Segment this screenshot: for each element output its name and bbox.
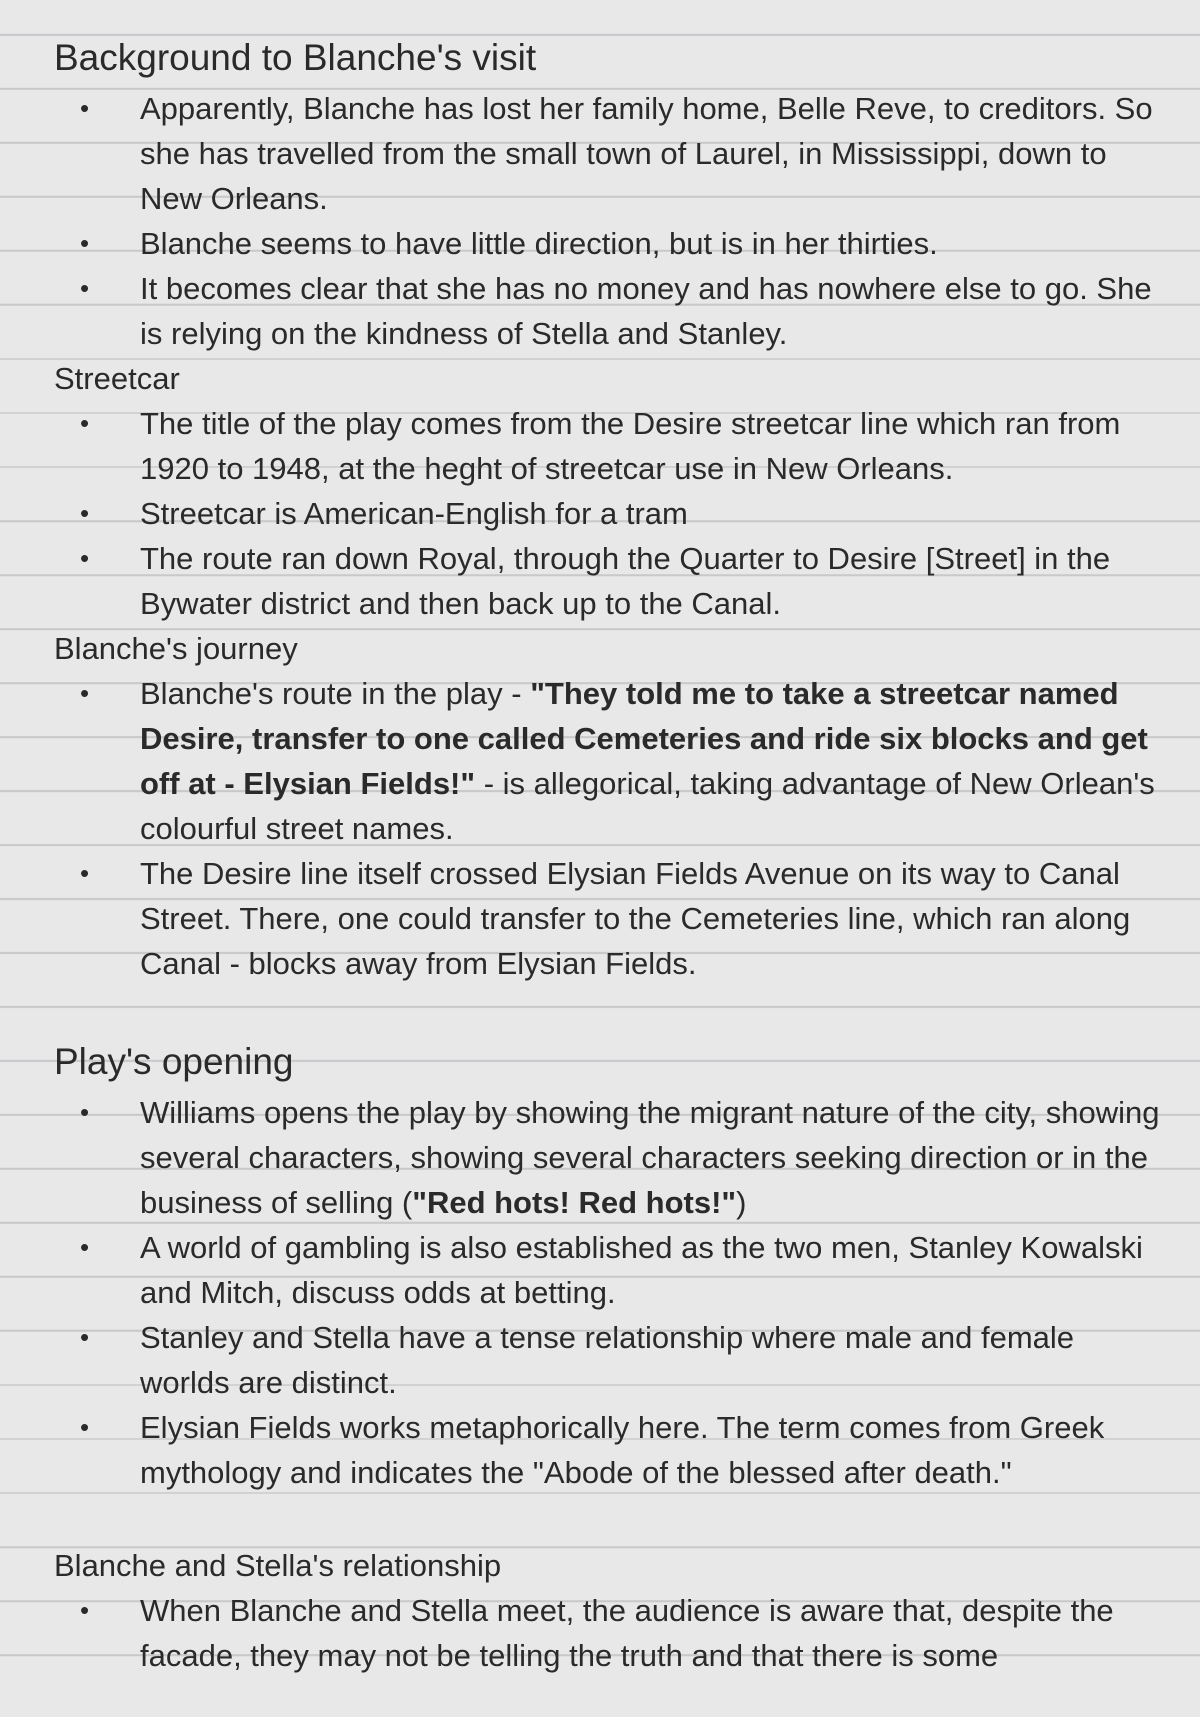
bullet-list xyxy=(54,401,1164,626)
list-item-text: The title of the play comes from the Desire streetcar line which ran from 1920 to 1948, at the heght of streetcar use in New Orleans. xyxy=(140,406,1121,486)
list-item-text-pre: Blanche's route in the play - xyxy=(140,676,531,711)
bullet-dot: • xyxy=(80,273,90,303)
list-item-text: Blanche seems to have little direction, but is in her thirties. xyxy=(140,226,938,261)
section-plays-opening xyxy=(54,1034,1164,1495)
note-page xyxy=(54,30,1164,1678)
list-item-text: The Desire line itself crossed Elysian Fields Avenue on its way to Canal Street. There, one could transfer to the Cemeteries line, which ran along Canal - blocks away from Elysian Fields. xyxy=(140,856,1131,981)
bullet-list xyxy=(54,1090,1164,1495)
section-background xyxy=(54,30,1164,356)
bullet-dot: • xyxy=(80,1232,90,1262)
section-blanches-journey xyxy=(54,626,1164,986)
list-item-text: It becomes clear that she has no money and has nowhere else to go. She is relying on the kindness of Stella and Stanley. xyxy=(140,271,1152,351)
list-item xyxy=(54,1225,1164,1315)
list-item xyxy=(54,1405,1164,1495)
section-streetcar xyxy=(54,356,1164,626)
list-item xyxy=(54,401,1164,491)
section-spacer xyxy=(54,1495,1164,1543)
quote-bold: "Red hots! Red hots!" xyxy=(412,1185,737,1220)
bullet-dot: • xyxy=(80,408,90,438)
section-spacer xyxy=(54,986,1164,1034)
list-item-text: Apparently, Blanche has lost her family home, Belle Reve, to creditors. So she has travelled from the small town of Laurel, in Mississippi, down to New Orleans. xyxy=(140,91,1153,216)
list-item-text: Stanley and Stella have a tense relationship where male and female worlds are distinct. xyxy=(140,1320,1075,1400)
list-item-text-pre: Williams opens the play by showing the migrant nature of the city, showing several characters, showing several characters seeking direction or in the business of selling ( xyxy=(140,1095,1160,1220)
list-item-text: The route ran down Royal, through the Quarter to Desire [Street] in the Bywater district and then back up to the Canal. xyxy=(140,541,1111,621)
bullet-dot: • xyxy=(80,1322,90,1352)
list-item xyxy=(54,851,1164,986)
bullet-dot: • xyxy=(80,858,90,888)
section-heading: Blanche's journey xyxy=(54,631,298,666)
section-heading: Play's opening xyxy=(54,1041,294,1082)
bullet-dot: • xyxy=(80,228,90,258)
bullet-dot: • xyxy=(80,1595,90,1625)
list-item-text-post: ) xyxy=(736,1185,747,1220)
section-heading: Blanche and Stella's relationship xyxy=(54,1548,502,1583)
bullet-list xyxy=(54,86,1164,356)
bullet-dot: • xyxy=(80,1412,90,1442)
list-item xyxy=(54,671,1164,851)
list-item xyxy=(54,491,1164,536)
list-item-text: A world of gambling is also established as the two men, Stanley Kowalski and Mitch, discuss odds at betting. xyxy=(140,1230,1143,1310)
list-item-text: Elysian Fields works metaphorically here. The term comes from Greek mythology and indicates the "Abode of the blessed after death." xyxy=(140,1410,1105,1490)
bullet-dot: • xyxy=(80,498,90,528)
list-item xyxy=(54,1090,1164,1225)
bullet-list xyxy=(54,671,1164,986)
list-item xyxy=(54,536,1164,626)
section-heading: Streetcar xyxy=(54,361,180,396)
bullet-dot: • xyxy=(80,93,90,123)
list-item xyxy=(54,221,1164,266)
bullet-dot: • xyxy=(80,1097,90,1127)
quote-bold: "They told me to take a streetcar named Desire, transfer to one called Cemeteries and ride six blocks and get off at - Elysian Fields!" xyxy=(140,676,1148,801)
section-blanche-stella-relationship xyxy=(54,1543,1164,1678)
bullet-dot: • xyxy=(80,678,90,708)
list-item xyxy=(54,1588,1164,1678)
list-item xyxy=(54,266,1164,356)
bullet-dot: • xyxy=(80,543,90,573)
list-item-text: When Blanche and Stella meet, the audience is aware that, despite the facade, they may not be telling the truth and that there is some xyxy=(140,1593,1114,1673)
list-item-text-post: - is allegorical, taking advantage of New Orlean's colourful street names. xyxy=(140,766,1155,846)
section-heading: Background to Blanche's visit xyxy=(54,37,537,78)
bullet-list xyxy=(54,1588,1164,1678)
list-item xyxy=(54,1315,1164,1405)
list-item-text: Streetcar is American-English for a tram xyxy=(140,496,688,531)
list-item xyxy=(54,86,1164,221)
